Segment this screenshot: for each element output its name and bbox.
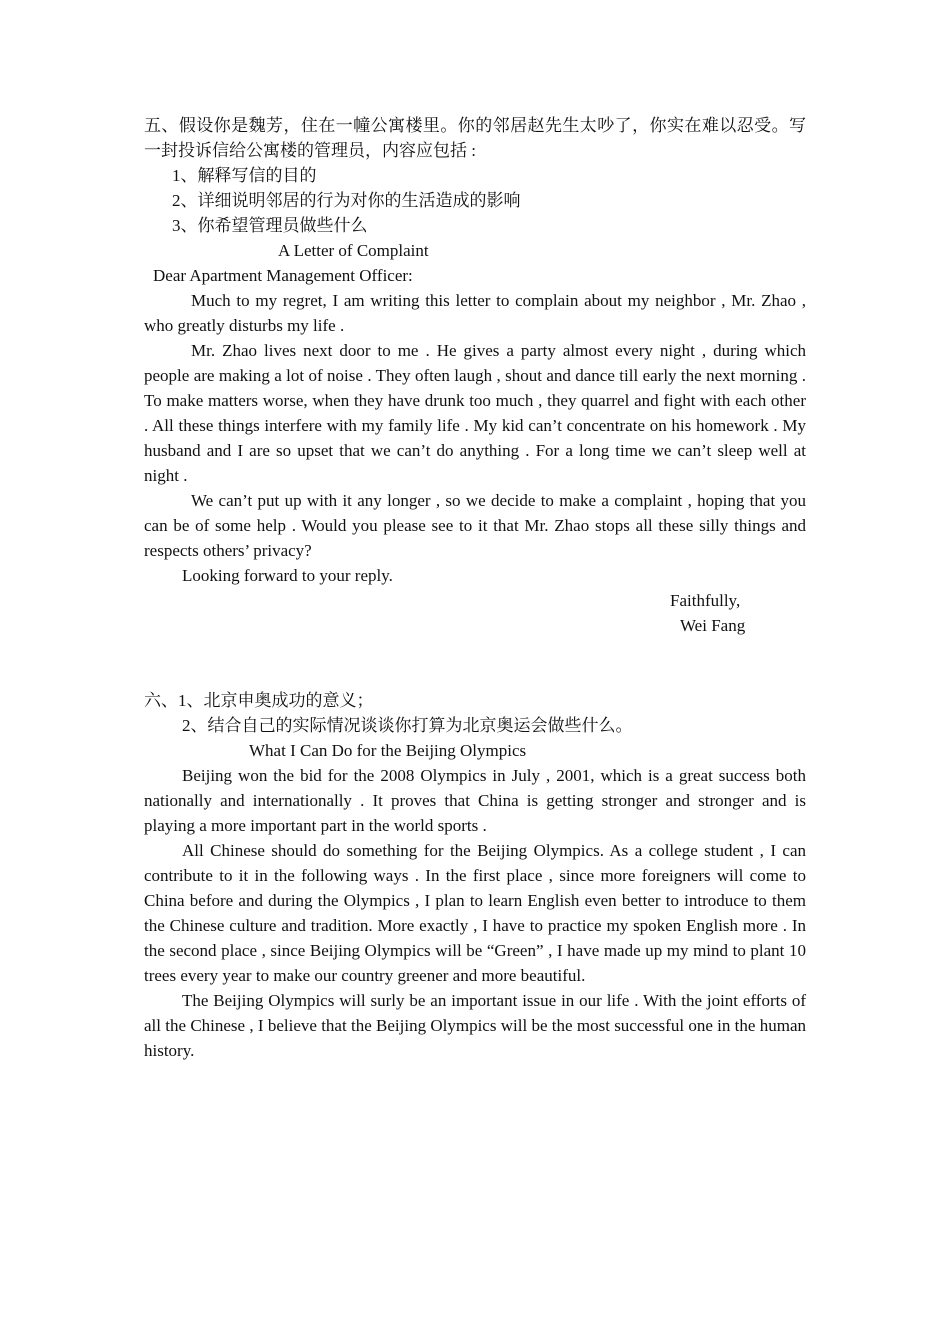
letter-salutation: Dear Apartment Management Officer: <box>153 266 413 285</box>
letter-signature: Wei Fang <box>680 616 746 635</box>
section5-item-2: 2、详细说明邻居的行为对你的生活造成的影响 <box>172 191 521 210</box>
letter-closing-line: Looking forward to your reply. <box>182 566 393 585</box>
section6-item-2: 2、结合自己的实际情况谈谈你打算为北京奥运会做些什么。 <box>182 716 633 735</box>
document-page <box>144 113 806 1063</box>
essay-paragraph-1: Beijing won the bid for the 2008 Olympics in July , 2001, which is a great success both nationally and internationally . It proves that China is getting stronger and stronger and is playing a more important part in the world sports . <box>144 766 806 835</box>
essay-paragraph-3: The Beijing Olympics will surly be an important issue in our life . With the joint efforts of all the Chinese , I believe that the Beijing Olympics will be the most successful one in the human history. <box>144 991 806 1060</box>
essay-paragraph-2: All Chinese should do something for the Beijing Olympics. As a college student , I can contribute to it in the following ways . In the first place , since more foreigners will come to China before and during the Olympics , I plan to learn English even better to introduce to them the Chinese culture and tradition. More exactly , I have to practice my spoken English more . In the second place , since Beijing Olympics will be “Green” , I have made up my mind to plant 10 trees every year to make our country greener and more beautiful. <box>144 841 806 985</box>
letter-paragraph-3: We can’t put up with it any longer , so we decide to make a complaint , hoping that you can be of some help . Would you please see to it that Mr. Zhao stops all these silly things and respects others’ privacy? <box>144 491 806 560</box>
letter-paragraph-1: Much to my regret, I am writing this letter to complain about my neighbor , Mr. Zhao , who greatly disturbs my life . <box>144 291 806 335</box>
essay-title: What I Can Do for the Beijing Olympics <box>249 741 527 760</box>
letter-title: A Letter of Complaint <box>278 241 429 260</box>
letter-paragraph-2: Mr. Zhao lives next door to me . He gives a party almost every night , during which people are making a lot of noise . They often laugh , shout and dance till early the next morning . To make matters worse, when they have drunk too much , they quarrel and fight with each other . All these things interfere with my family life . My kid can’t concentrate on his homework . My husband and I are so upset that we can’t do anything . For a long time we can’t sleep well at night . <box>144 341 806 485</box>
section5-item-1: 1、解释写信的目的 <box>172 166 317 185</box>
section5-prompt: 五、假设你是魏芳，住在一幢公寓楼里。你的邻居赵先生太吵了，你实在难以忍受。写一封投诉信给公寓楼的管理员，内容应包括 : <box>144 116 806 160</box>
section5-item-3: 3、你希望管理员做些什么 <box>172 216 368 235</box>
section-spacer <box>144 638 806 688</box>
section6-item-1: 六、1、北京申奥成功的意义； <box>144 691 374 710</box>
letter-sign-off: Faithfully, <box>670 591 741 610</box>
